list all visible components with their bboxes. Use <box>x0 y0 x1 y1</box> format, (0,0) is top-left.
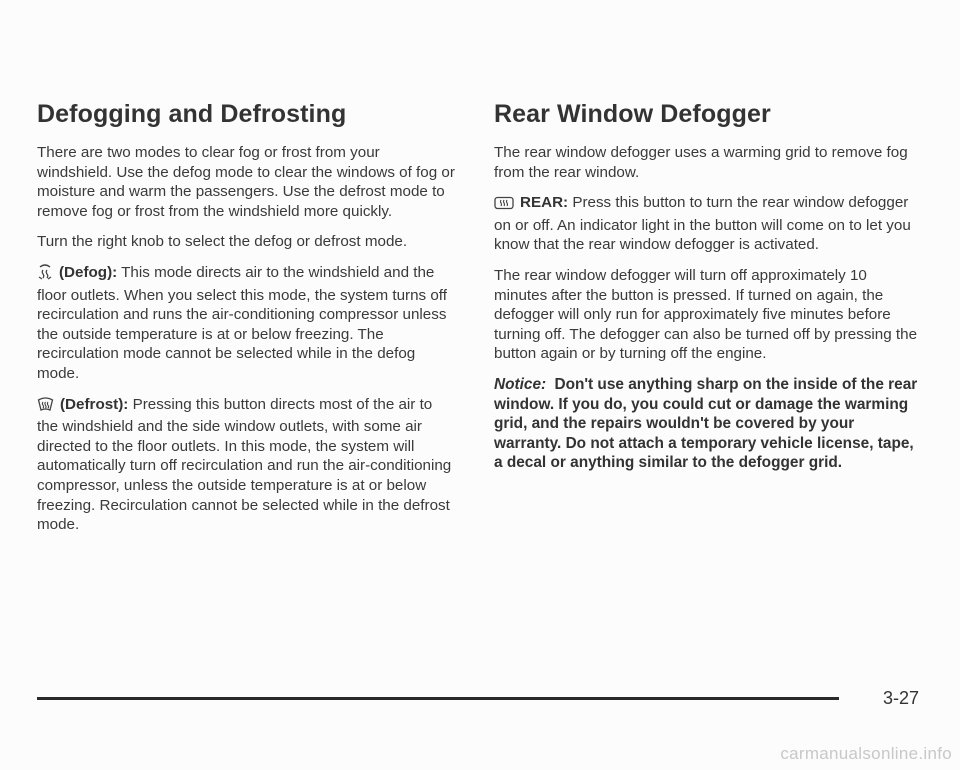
rear-intro-paragraph: The rear window defogger uses a warming grid to remove fog from the rear window. <box>494 144 908 181</box>
section-heading-defogging: Defogging and Defrosting <box>37 100 347 128</box>
left-column <box>37 100 455 546</box>
footer-rule <box>37 697 839 700</box>
defog-icon <box>37 263 53 286</box>
defog-paragraph <box>37 263 455 384</box>
rear-text: Press this button to turn the rear window defogger on or off. An indicator light in the button will come on to let you know that the rear window defogger is activated. <box>494 194 911 254</box>
defog-text: This mode directs air to the windshield and the floor outlets. When you select this mode, the system turns off recirculation and runs the air-conditioning compressor unless the outside temperature is at or below freezing. The recirculation mode cannot be selected while in the defog mode. <box>37 263 447 382</box>
defrost-term: (Defrost): <box>60 395 129 413</box>
section-heading-rear-defogger: Rear Window Defogger <box>494 100 771 128</box>
page-number: 3-27 <box>883 688 920 708</box>
defrost-paragraph <box>37 395 455 535</box>
defrost-icon <box>37 397 54 418</box>
notice-text: Don't use anything sharp on the inside of the rear window. If you do, you could cut or damage the warming grid, and the repairs wouldn't be covered by your warranty. Do not attach a temporary vehicle license, tape, a decal or anything similar to the defogger grid. <box>494 375 918 472</box>
notice-paragraph <box>494 375 924 473</box>
defrost-text: Pressing this button directs most of the air to the windshield and the side window outlets, with some air directed to the floor outlets. In this mode, the system will automatically turn off recirculation and run the air-conditioning compressor, unless the outside temperature is at or below freezing. Recirculation cannot be selected while in the defrost mode. <box>37 395 452 534</box>
rear-button-paragraph <box>494 193 924 255</box>
defog-term: (Defog): <box>59 263 118 281</box>
watermark: carmanualsonline.info <box>780 744 952 763</box>
rear-term: REAR: <box>520 194 569 212</box>
intro-paragraph: There are two modes to clear fog or frost from your windshield. Use the defog mode to clear the windows of fog or moisture and warm the passengers. Use the defrost mode to remove fog or frost from the windshield more quickly. <box>37 144 455 220</box>
notice-label: Notice: <box>494 375 547 393</box>
knob-paragraph: Turn the right knob to select the defog or defrost mode. <box>37 233 408 251</box>
right-column <box>494 100 924 484</box>
rear-defog-icon <box>494 196 514 216</box>
rear-timer-paragraph: The rear window defogger will turn off approximately 10 minutes after the button is pressed. If turned on again, the defogger will only run for approximately five minutes before turning off. The defogger can also be turned off by pressing the button again or by turning off the engine. <box>494 266 918 363</box>
